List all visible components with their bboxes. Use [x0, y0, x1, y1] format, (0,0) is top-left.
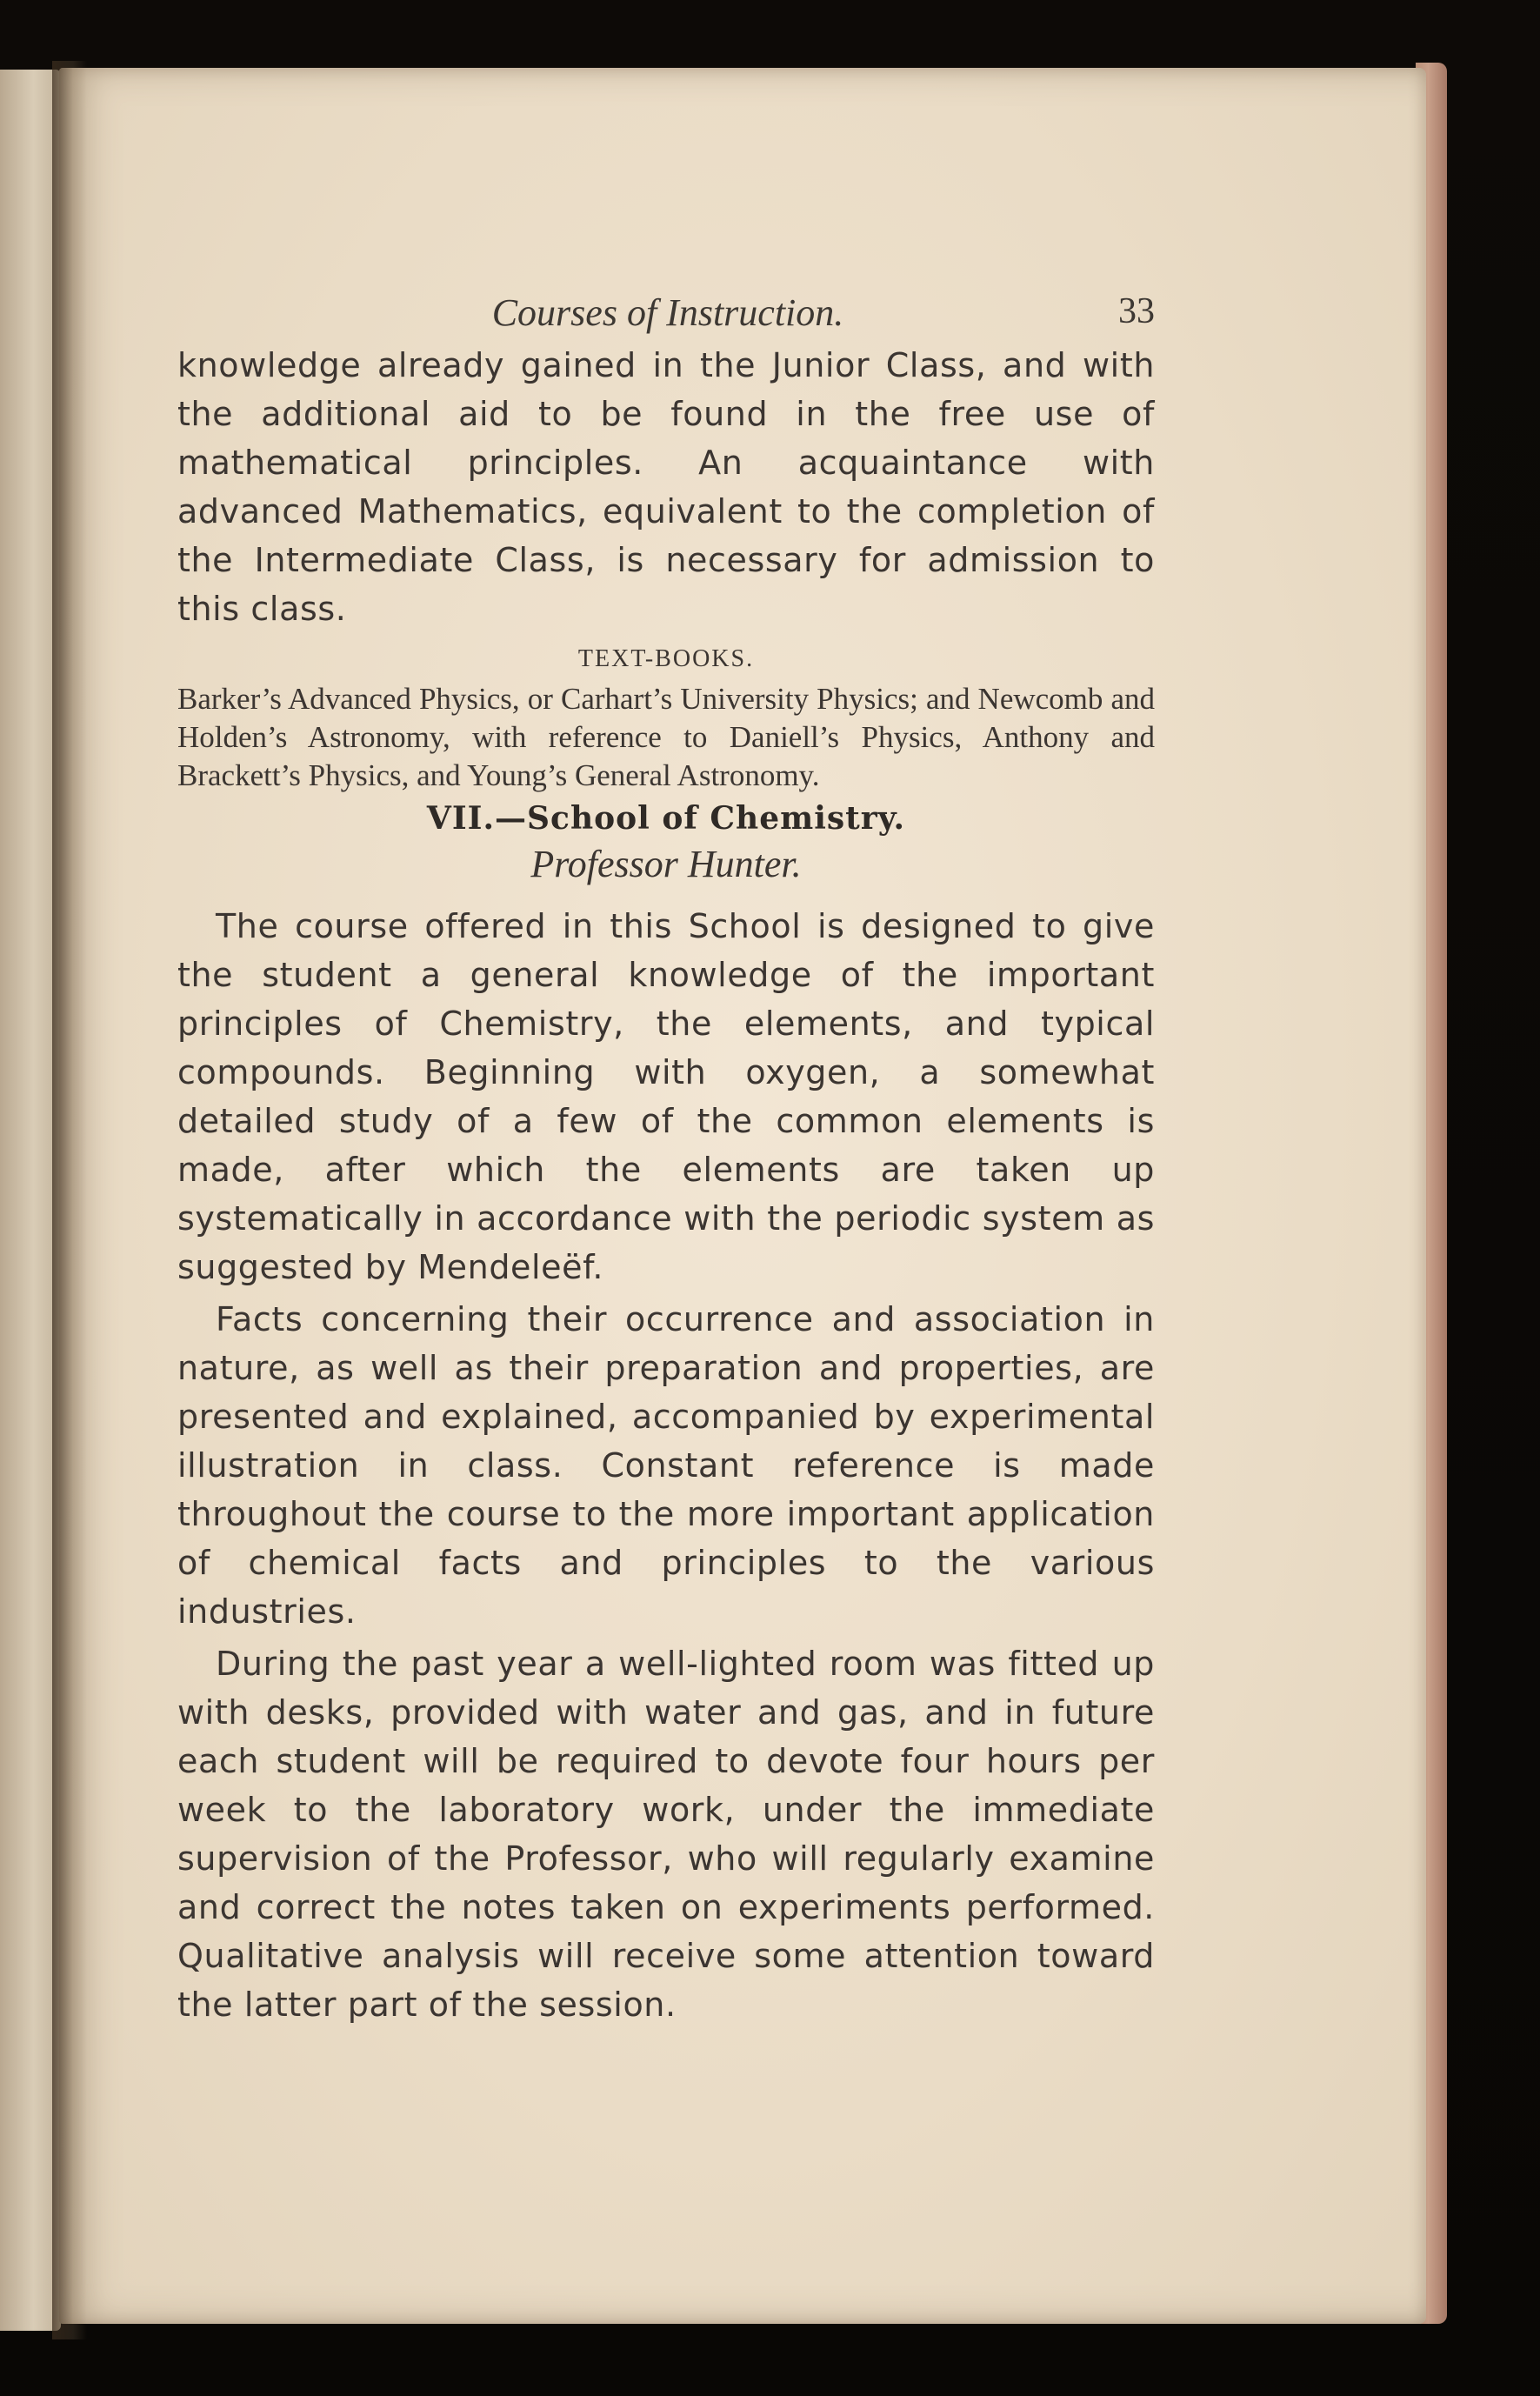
- textbooks-list: Barker’s Advanced Physics, or Carhart’s University Physics; and Newcomb and Holden’s Astronomy, with reference to Daniell’s Physics, Anthony and Brackett’s Physics, and Young’s General Astronomy.: [177, 682, 1155, 792]
- section-paragraph-2: Facts concerning their occurrence and association in nature, as well as their preparation and properties, are presented and explained, accompanied by experimental illustration in class. Constant reference is made throughout the course to the more important application of chemical facts and principles to the various industries.: [177, 1300, 1155, 1631]
- section-paragraph-3: During the past year a well-lighted room was fitted up with desks, provided with water and gas, and in future each student will be required to devote four hours per week to the laboratory work, under the immediate supervision of the Professor, who will regularly examine and correct the notes taken on experiments performed. Qualitative analysis will receive some attention toward the latter part of the session.: [177, 1645, 1155, 2024]
- section-paragraph-1: The course offered in this School is designed to give the student a general knowledge of the important principles of Chemistry, the elements, and typical compounds. Beginning with oxygen, a somewhat detailed study of a few of the common elements is made, after which the elements are taken up systematically in accordance with the periodic system as suggested by Mendeleëf.: [177, 907, 1155, 1286]
- gutter-shadow: [52, 61, 87, 2339]
- page-number: 33: [1118, 291, 1155, 331]
- running-head-title: Courses of Instruction.: [491, 291, 844, 334]
- textbooks-heading: TEXT-BOOKS.: [577, 645, 755, 672]
- intro-paragraph: knowledge already gained in the Junior Class, and with the additional aid to be found in the free use of mathematical principles. An acquaintance with advanced Mathematics, equivalent to the completion of the Intermediate Class, is necessary for admission to this class.: [177, 346, 1155, 628]
- running-head: [177, 278, 1155, 334]
- section-heading: VII.—School of Chemistry.: [426, 800, 906, 837]
- page-text-block: [177, 278, 1155, 2029]
- professor-name: Professor Hunter.: [530, 843, 802, 885]
